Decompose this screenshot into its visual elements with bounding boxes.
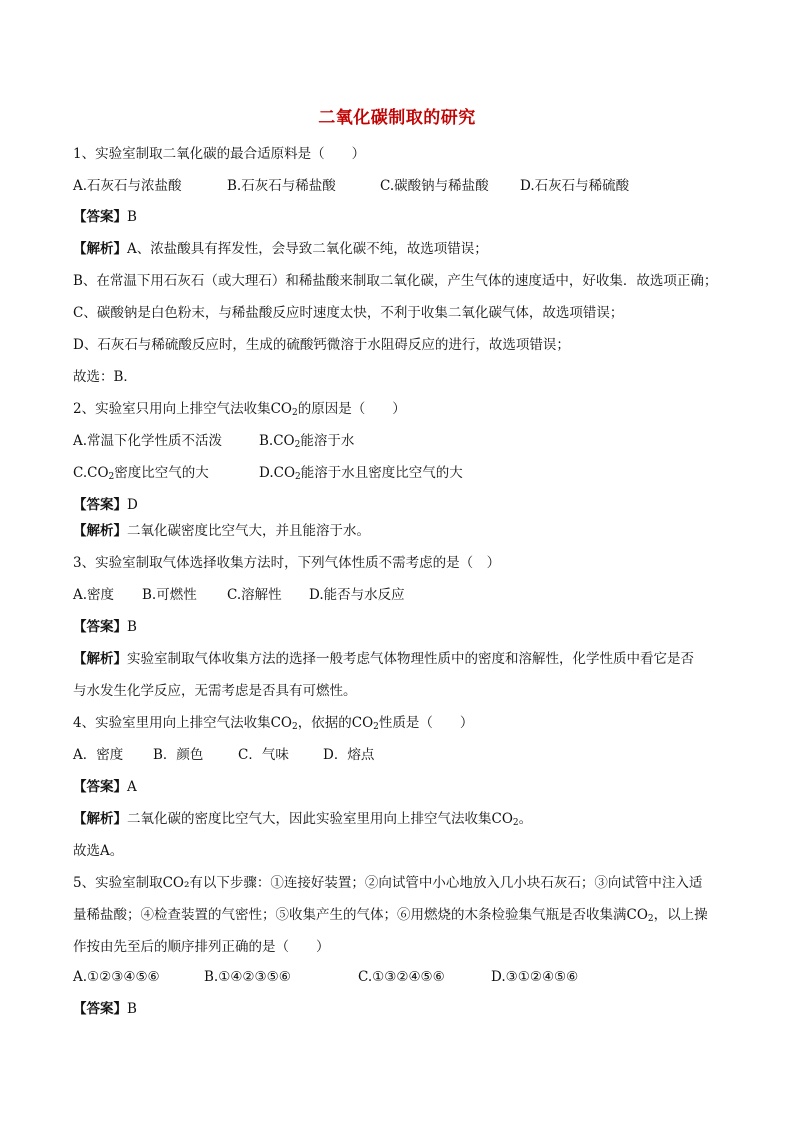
q2-option-a: A.常温下化学性质不活泼 (73, 433, 223, 449)
q3-option-c: C.溶解性 (227, 587, 282, 603)
q5-option-a: A.①②③④⑤⑥ (73, 969, 160, 985)
question-5-line-2 (73, 905, 708, 925)
question-text: ，以上操 (653, 907, 708, 923)
question-5-line-1: 5、实验室制取CO₂有以下步骤：①连接好装置；②向试管中小心地放入几小块石灰石；③向试管中注入适 (73, 875, 703, 891)
q4-conclusion: 故选A。 (73, 843, 124, 859)
q1-answer (73, 207, 137, 227)
q1-option-b: B.石灰石与稀盐酸 (227, 178, 336, 194)
q2-analysis (73, 521, 370, 541)
q5-option-b: B.①④②③⑤⑥ (204, 969, 291, 985)
question-text: 量稀盐酸；④检查装置的气密性；⑤收集产生的气体；⑥用燃烧的木条检验集气瓶是否收集满CO (73, 907, 648, 923)
subscript: 2 (647, 914, 654, 924)
question-1: 1、实验室制取二氧化碳的最合适原料是（ ） (73, 146, 366, 162)
answer-label: 【答案】 (73, 779, 127, 795)
q5-option-d: D.③①②④⑤⑥ (491, 969, 579, 985)
q3-analysis-line-1 (73, 649, 694, 669)
answer-value: B (127, 1001, 137, 1017)
subscript: 2 (294, 440, 301, 450)
analysis-text: A、浓盐酸具有挥发性，会导致二氧化碳不纯，故选项错误； (127, 241, 488, 257)
option-text: C.CO (73, 465, 109, 481)
q4-analysis (73, 809, 532, 829)
analysis-label: 【解析】 (73, 651, 127, 667)
subscript: 2 (292, 722, 298, 732)
q4-option-a: A．密度 (73, 747, 124, 763)
q4-answer (73, 777, 137, 797)
subscript: 2 (373, 722, 379, 732)
subscript: 2 (512, 818, 519, 828)
q4-option-d: D．熔点 (323, 747, 375, 763)
question-4 (73, 713, 473, 733)
q5-option-c: C.①③②④⑤⑥ (358, 969, 445, 985)
question-text: 的原因是（ ） (297, 401, 406, 417)
analysis-label: 【解析】 (73, 241, 127, 257)
answer-value: D (127, 497, 138, 513)
q2-option-c (73, 463, 209, 483)
analysis-text: 实验室制取气体收集方法的选择一般考虑气体物理性质中的密度和溶解性，化学性质中看它是否 (127, 651, 694, 667)
q1-option-a: A.石灰石与浓盐酸 (73, 178, 182, 194)
q1-analysis-line-1 (73, 239, 488, 259)
q4-option-c: C．气味 (238, 747, 289, 763)
answer-value: B (127, 209, 137, 225)
q3-option-d: D.能否与水反应 (309, 587, 405, 603)
option-text: 能溶于水 (300, 433, 355, 449)
q1-analysis-line-2: B、在常温下用石灰石（或大理石）和稀盐酸来制取二氧化碳，产生气体的速度适中，好收集．故选项正确； (73, 273, 718, 289)
option-text: 能溶于水且密度比空气的大 (300, 465, 463, 481)
question-text: 2、实验室只用向上排空气法收集CO (73, 401, 292, 417)
analysis-label: 【解析】 (73, 811, 127, 827)
q2-option-b (259, 431, 354, 451)
page-title: 二氧化碳制取的研究 (318, 108, 476, 128)
answer-value: B (127, 619, 137, 635)
q3-analysis-line-2: 与水发生化学反应，无需考虑是否具有可燃性。 (73, 683, 357, 699)
q1-analysis-line-4: D、石灰石与稀硫酸反应时，生成的硫酸钙微溶于水阻碍反应的进行，故选项错误； (73, 337, 570, 353)
q1-conclusion: 故选：B． (73, 369, 137, 385)
q3-answer (73, 617, 137, 637)
question-5-line-3: 作按由先至后的顺序排列正确的是（ ） (73, 939, 330, 955)
answer-value: A (127, 779, 137, 795)
answer-label: 【答案】 (73, 619, 127, 635)
option-text: D.CO (259, 465, 296, 481)
answer-label: 【答案】 (73, 1001, 127, 1017)
q2-option-d (259, 463, 463, 483)
subscript: 2 (292, 408, 298, 418)
q4-option-b: B．颜色 (153, 747, 204, 763)
q3-option-b: B.可燃性 (142, 587, 197, 603)
question-3: 3、实验室制取气体选择收集方法时，下列气体性质不需考虑的是（ ） (73, 555, 501, 571)
analysis-label: 【解析】 (73, 523, 127, 539)
question-text: ，依据的CO (297, 715, 374, 731)
q1-analysis-line-3: C、碳酸钠是白色粉末，与稀盐酸反应时速度太快，不利于收集二氧化碳气体，故选项错误； (73, 305, 624, 321)
subscript: 2 (108, 472, 115, 482)
question-2 (73, 399, 406, 419)
q1-option-c: C.碳酸钠与稀盐酸 (380, 178, 489, 194)
option-text: B.CO (259, 433, 295, 449)
analysis-text: 。 (518, 811, 533, 827)
analysis-text: 二氧化碳的密度比空气大，因此实验室里用向上排空气法收集CO (127, 811, 513, 827)
subscript: 2 (295, 472, 301, 482)
q5-answer (73, 999, 137, 1019)
q2-answer (73, 495, 138, 515)
q1-option-d: D.石灰石与稀硫酸 (520, 178, 630, 194)
question-text: 4、实验室里用向上排空气法收集CO (73, 715, 292, 731)
option-text: 密度比空气的大 (114, 465, 209, 481)
analysis-text: 二氧化碳密度比空气大，并且能溶于水。 (127, 523, 370, 539)
q3-option-a: A.密度 (73, 587, 115, 603)
question-text: 性质是（ ） (378, 715, 474, 731)
answer-label: 【答案】 (73, 497, 127, 513)
answer-label: 【答案】 (73, 209, 127, 225)
